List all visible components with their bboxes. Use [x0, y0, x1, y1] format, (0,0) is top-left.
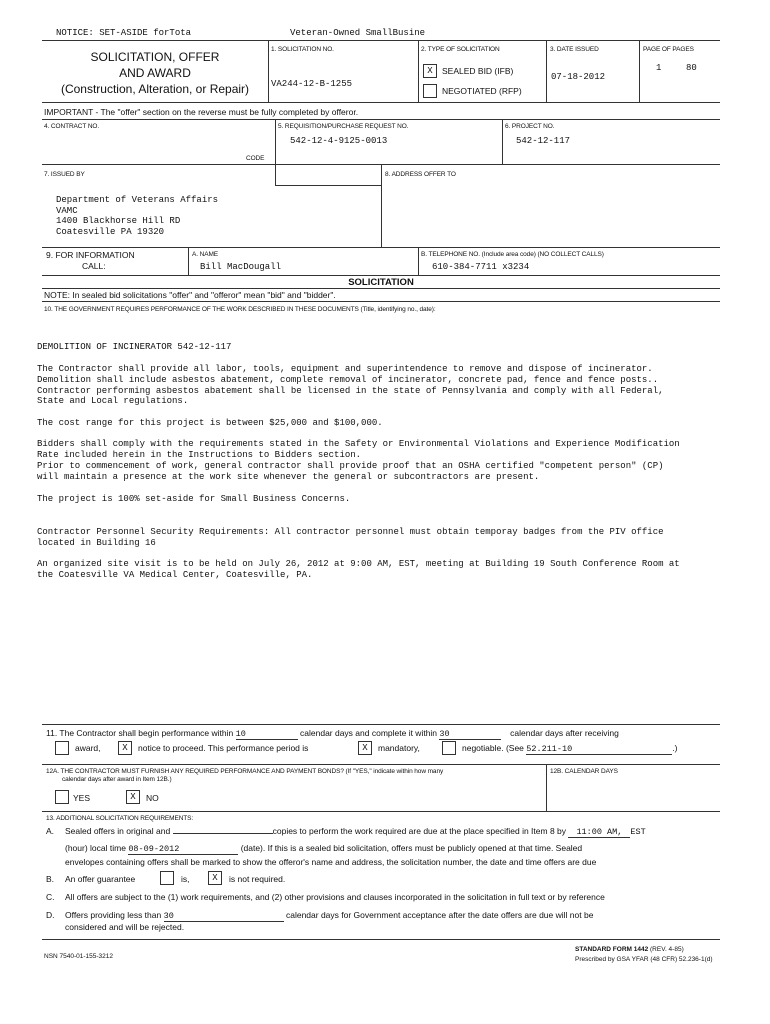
- body-line: Rate included herein in the Instructions to Bidders section.: [37, 450, 362, 460]
- due-date-field[interactable]: 08-09-2012: [128, 844, 238, 855]
- award-label: award,: [75, 743, 101, 753]
- item-13b-letter: B.: [46, 874, 55, 884]
- body-line: Contractor performing asbestos abatement shall be licensed in the state of Pennsylvania and comply with all Federal,: [37, 386, 664, 396]
- body-line: the Coatesville VA Medical Center, Coatesville, PA.: [37, 570, 313, 580]
- negotiated-checkbox[interactable]: [423, 84, 437, 98]
- item-12a-label: 12A. THE CONTRACTOR MUST FURNISH ANY REQUIRED PERFORMANCE AND PAYMENT BONDS? (If "YES," indicate within how many: [46, 768, 444, 775]
- issued-line-1: Department of Veterans Affairs: [56, 195, 219, 205]
- bid-note: NOTE: In sealed bid solicitations "offer" and "offeror" mean "bid" and "bidder".: [44, 290, 336, 300]
- time-zone: EST: [630, 827, 646, 837]
- solicitation-type-label: 2. TYPE OF SOLICITATION: [421, 46, 500, 53]
- requisition-no: 542-12-4-9125-0013: [290, 136, 388, 146]
- bonds-yes-label: YES: [73, 793, 91, 803]
- guarantee-not-required-checkbox[interactable]: X: [208, 871, 222, 885]
- item-13a-text-3: (hour) local time: [65, 843, 126, 853]
- item-13d-text-1: Offers providing less than: [65, 910, 162, 920]
- award-checkbox[interactable]: [55, 741, 69, 755]
- title-line-1: SOLICITATION, OFFER: [90, 50, 220, 64]
- item-13a-text-4: (date). If this is a sealed bid solicitation, offers must be publicly opened at that time. Sealed: [240, 843, 583, 853]
- negotiable-checkbox[interactable]: [442, 741, 456, 755]
- issued-line-3: 1400 Blackhorse Hill RD: [56, 216, 181, 226]
- form-title: [42, 49, 268, 97]
- body-line: State and Local regulations.: [37, 396, 189, 406]
- info-label-line2: CALL:: [82, 261, 106, 271]
- contact-name: Bill MacDougall: [200, 262, 282, 272]
- project-no: 542-12-117: [516, 136, 571, 146]
- guarantee-not-required-label: is not required.: [229, 874, 286, 884]
- body-line: located in Building 16: [37, 538, 156, 548]
- body-line: Prior to commencement of work, general contractor shall provide proof that an OSHA certified "competent person" (CP): [37, 461, 664, 471]
- body-line: The cost range for this project is between $25,000 and $100,000.: [37, 418, 383, 428]
- due-time-field[interactable]: 11:00 AM,: [568, 827, 630, 838]
- title-line-3: (Construction, Alteration, or Repair): [60, 82, 250, 96]
- project-no-label: 6. PROJECT NO.: [505, 123, 555, 130]
- issued-line-2: VAMC: [56, 205, 78, 216]
- issued-line-4: Coatesville PA 19320: [56, 226, 165, 237]
- set-aside-notice: NOTICE: SET-ASIDE forTota: [56, 28, 192, 38]
- item-11-text-3: calendar days after receiving: [510, 728, 619, 738]
- date-issued-label: 3. DATE ISSUED: [550, 46, 599, 53]
- body-line: will maintain a presence at the work site whenever the general or subcontractors are present.: [37, 472, 540, 482]
- project-title: DEMOLITION OF INCINERATOR 542-12-117: [37, 342, 232, 352]
- form-revision: (REV. 4-85): [650, 946, 684, 953]
- nsn-number: NSN 7540-01-155-3212: [44, 953, 114, 960]
- body-line: Contractor Personnel Security Requirements: All contractor personnel must obtain temporay badges from the PIV office: [37, 527, 664, 537]
- copies-field[interactable]: [173, 833, 273, 834]
- negotiable-text: [462, 743, 678, 755]
- issued-by-address: [56, 195, 218, 237]
- standard-form: STANDARD FORM 1442: [575, 946, 649, 953]
- guarantee-is-label: is,: [181, 874, 190, 884]
- body-line: An organized site visit is to be held on July 26, 2012 at 9:00 AM, EST, meeting at Building 19 South Conference Room at: [37, 559, 680, 569]
- begin-days-field[interactable]: 10: [236, 729, 298, 740]
- solicitation-no: VA244-12-B-1255: [271, 79, 353, 89]
- item-13c-text: All offers are subject to the (1) work requirements, and (2) other provisions and clauses incorporated in the solicitation in full text or by reference: [65, 892, 605, 902]
- offer-guarantee-label: An offer guarantee: [65, 874, 136, 884]
- acceptance-days-field[interactable]: 30: [164, 911, 284, 922]
- page-of-pages-label: PAGE OF PAGES: [643, 46, 694, 53]
- name-label: A. NAME: [192, 251, 219, 258]
- code-label: CODE: [246, 155, 265, 162]
- see-close: .): [672, 743, 678, 753]
- item-13a-line1: [65, 826, 646, 838]
- address-offer-label: 8. ADDRESS OFFER TO: [385, 171, 456, 178]
- item-13a-text-1: Sealed offers in original and: [65, 826, 171, 836]
- mandatory-label: mandatory,: [378, 743, 420, 753]
- body-line: Demolition shall include asbestos abatement, complete removal of incinerator, concrete pad, fence and fence posts..: [37, 375, 659, 385]
- important-note: IMPORTANT - The "offer" section on the reverse must be fully completed by offeror.: [44, 107, 359, 117]
- guarantee-required-checkbox[interactable]: [160, 871, 174, 885]
- prescribed-by: Prescribed by GSA YFAR (48 CFR) 52.236-1(d): [575, 956, 713, 963]
- item-13d-letter: D.: [46, 910, 55, 920]
- item-13a-text-2: copies to perform the work required are due at the place specified in Item 8 by: [272, 826, 567, 836]
- item-13a-line2: [65, 843, 582, 855]
- veteran-notice: Veteran-Owned SmallBusine: [290, 28, 426, 38]
- body-line: Bidders shall comply with the requirements stated in the Safety or Environmental Violations and Experience Modification: [37, 439, 680, 449]
- telephone-label: B. TELEPHONE NO. (Include area code) (NO COLLECT CALLS): [421, 251, 604, 258]
- form-number: [575, 946, 684, 953]
- item-12a-label-2: calendar days after award in Item 12B.): [62, 776, 172, 783]
- solicitation-no-label: 1. SOLICITATION NO.: [271, 46, 334, 53]
- telephone-no: 610-384-7711 x3234: [432, 262, 530, 272]
- page-number: 1: [656, 63, 662, 73]
- bonds-yes-checkbox[interactable]: [55, 790, 69, 804]
- bonds-no-checkbox[interactable]: X: [126, 790, 140, 804]
- item-13-label: 13. ADDITIONAL SOLICITATION REQUIREMENTS:: [46, 815, 194, 822]
- negotiated-label: NEGOTIATED (RFP): [442, 86, 522, 96]
- item-13d-line1: [65, 910, 593, 922]
- complete-days-field[interactable]: 30: [439, 729, 501, 740]
- item-12b-label: 12B. CALENDAR DAYS: [550, 768, 618, 775]
- body-line: The Contractor shall provide all labor, tools, equipment and superintendence to remove and dispose of incinerator.: [37, 364, 653, 374]
- body-line: The project is 100% set-aside for Small Business Concerns.: [37, 494, 351, 504]
- title-line-2: AND AWARD: [119, 66, 191, 80]
- bonds-no-label: NO: [146, 793, 159, 803]
- requisition-label: 5. REQUISITION/PURCHASE REQUEST NO.: [278, 123, 409, 130]
- item-10-label: 10. THE GOVERNMENT REQUIRES PERFORMANCE OF THE WORK DESCRIBED IN THESE DOCUMENTS (Title, identifying no., date):: [44, 306, 436, 313]
- mandatory-checkbox[interactable]: X: [358, 741, 372, 755]
- sealed-bid-label: SEALED BID (IFB): [442, 66, 514, 76]
- issued-by-label: 7. ISSUED BY: [44, 171, 85, 178]
- item-13a-line3: envelopes containing offers shall be marked to show the offeror's name and address, the solicitation number, the date and time offers are due: [65, 857, 597, 867]
- item-13c-letter: C.: [46, 892, 55, 902]
- item-13d-line2: considered and will be rejected.: [65, 922, 185, 932]
- sealed-bid-checkbox[interactable]: X: [423, 64, 437, 78]
- item-11-text-2: calendar days and complete it within: [300, 728, 438, 738]
- solicitation-heading: SOLICITATION: [348, 277, 414, 288]
- item-11-line1: [46, 728, 619, 740]
- see-reference-field[interactable]: 52.211-10: [526, 744, 672, 755]
- item-13d-text-2: calendar days for Government acceptance after the date offers are due will not be: [285, 910, 594, 920]
- date-issued: 07-18-2012: [551, 72, 606, 82]
- info-label-line1: 9. FOR INFORMATION: [46, 250, 135, 260]
- contract-no-label: 4. CONTRACT NO.: [44, 123, 100, 130]
- notice-to-proceed-checkbox[interactable]: X: [118, 741, 132, 755]
- total-pages: 80: [686, 63, 697, 73]
- negotiable-label: negotiable. (See: [462, 743, 524, 753]
- item-13a-letter: A.: [46, 826, 55, 836]
- notice-to-proceed-label: notice to proceed. This performance period is: [138, 743, 309, 753]
- item-11-text-1: 11. The Contractor shall begin performance within: [46, 728, 234, 738]
